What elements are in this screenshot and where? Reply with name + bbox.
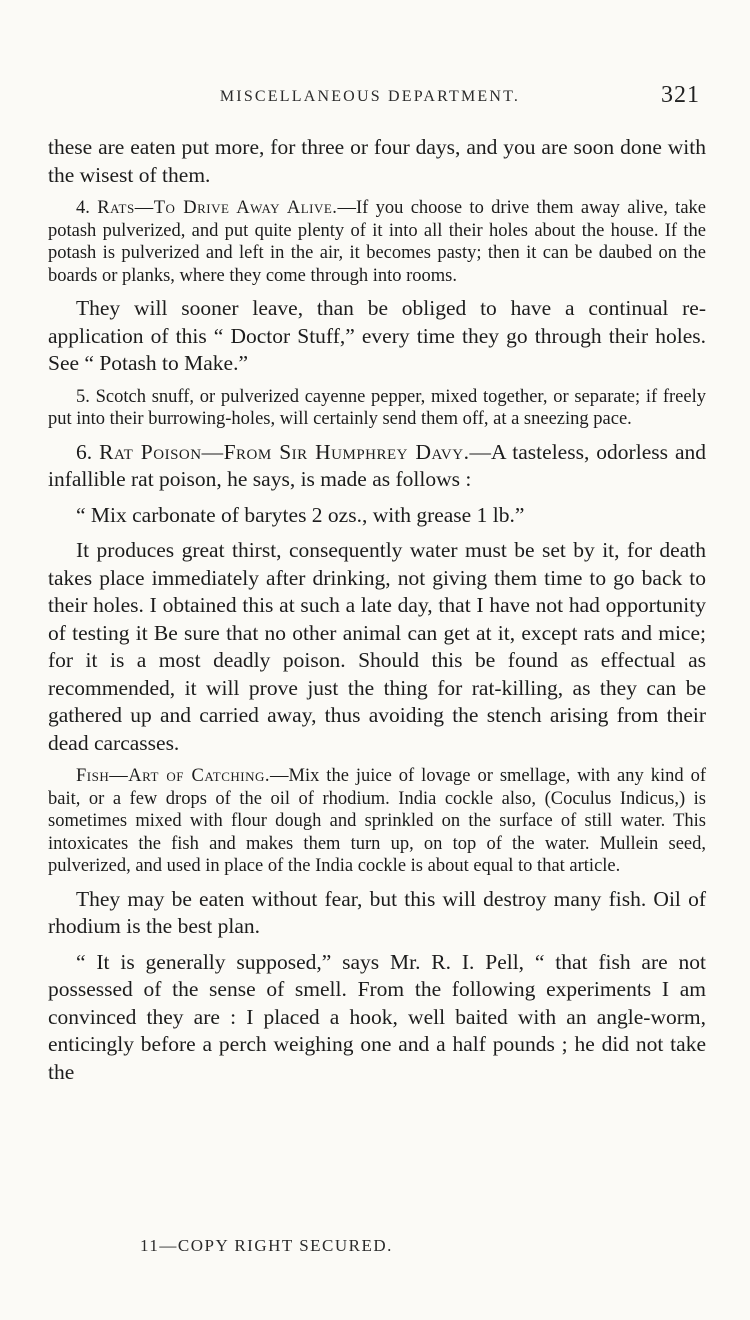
entry-number: 4. <box>76 198 90 218</box>
paragraph-scotch-snuff <box>48 386 706 431</box>
paragraph-fish-catching <box>48 765 706 878</box>
page-footer: 11—COPY RIGHT SECURED. <box>140 1236 393 1255</box>
paragraph-fish-eaten <box>48 886 706 941</box>
paragraph-text: They will sooner leave, than be obliged to have a continual re-application of this “ Doctor Stuff,” every time they go through their holes. See “ Potash to Make.” <box>48 296 706 375</box>
paragraph-doctor-stuff <box>48 295 706 378</box>
paragraph-poison-effects <box>48 537 706 757</box>
entry-heading: Rat Poison—From Sir Humphrey Davy. <box>99 439 470 464</box>
entry-number: 6. <box>76 439 93 464</box>
page-body <box>48 134 706 1094</box>
paragraph-text: —If you choose to drive them away alive, take potash pulverized, and put quite plenty of it into all their holes about the house. If the potash is pulverized and left in the air, it becomes pasty; then it can be daubed on the boards or planks, where they come through into rooms. <box>48 198 706 286</box>
page-number: 321 <box>661 82 700 108</box>
paragraph-recipe-quote <box>48 502 706 530</box>
paragraph-text: these are eaten put more, for three or four days, and you are soon done with the wisest of them. <box>48 135 706 187</box>
page-header-title: MISCELLANEOUS DEPARTMENT. <box>219 88 521 105</box>
paragraph-text: They may be eaten without fear, but this will destroy many fish. Oil of rhodium is the best plan. <box>48 886 706 938</box>
paragraph-rats-drive-away <box>48 197 706 287</box>
running-head <box>0 84 750 114</box>
paragraph-text: —Mix the juice of lovage or smellage, with any kind of bait, or a few drops of the oil of rhodium. India cockle also, (Coculus Indicus,) is sometimes mixed with flour dough and sprinkled on the surface of still water. This intoxicates the fish and makes them turn up, on top of the water. Mullein seed, pulverized, and used in place of the India cockle is about equal to that article. <box>48 766 706 876</box>
paragraph-text: —A tasteless, odorless and infallible rat poison, he says, is made as follows : <box>48 439 706 491</box>
entry-heading: Rats—To Drive Away Alive. <box>97 198 338 218</box>
paragraph-text: 5. Scotch snuff, or pulverized cayenne pepper, mixed together, or separate; if freely put into their burrowing-holes, will certainly send them off, at a sneezing pace. <box>48 386 706 429</box>
paragraph-text: “ Mix carbonate of barytes 2 ozs., with grease 1 lb.” <box>76 502 525 527</box>
paragraph-rat-poison <box>48 439 706 494</box>
paragraph-continuation <box>48 134 706 189</box>
entry-heading: Fish—Art of Catching. <box>76 766 270 786</box>
paragraph-pell-quote <box>48 949 706 1087</box>
paragraph-text: It produces great thirst, consequently water must be set by it, for death takes place immediately after drinking, not giving them time to go back to their holes. I obtained this at such a late day, that I have not had opportunity of testing it Be sure that no other animal can get at it, except rats and mice; for it is a most deadly poison. Should this be found as effectual as recommended, it will prove just the thing for rat-killing, as they can be gathered up and carried away, thus avoiding the stench arising from their dead carcasses. <box>48 538 706 755</box>
paragraph-text: “ It is generally supposed,” says Mr. R. I. Pell, “ that fish are not possessed of the sense of smell. From the following experiments I am convinced they are : I placed a hook, well baited with an angle-worm, enticingly before a perch weighing one and a half pounds ; he did not take the <box>48 949 706 1084</box>
